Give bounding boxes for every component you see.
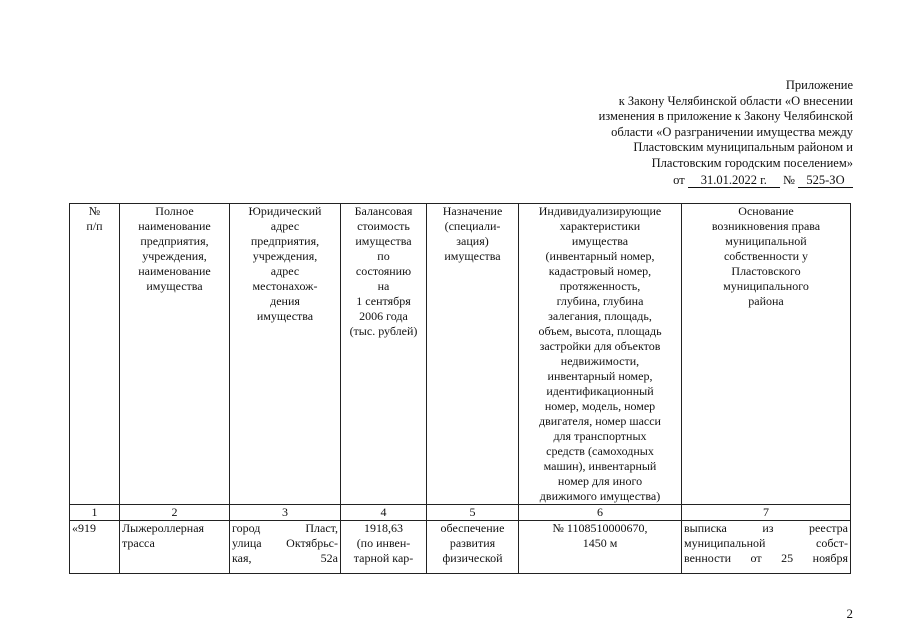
number-label: № bbox=[782, 172, 795, 187]
column-number: 6 bbox=[519, 505, 682, 521]
cell-line: района bbox=[748, 294, 784, 308]
cell-line: движимого имущества) bbox=[539, 489, 661, 503]
cell-line: Юридический bbox=[248, 204, 322, 218]
cell-line: тарной кар- bbox=[353, 551, 414, 565]
cell-line: 1450 м bbox=[582, 536, 618, 550]
cell-line: Балансовая bbox=[354, 204, 413, 218]
cell-line: застройки для объектов bbox=[539, 339, 661, 353]
cell-line: предприятия, bbox=[140, 234, 209, 248]
cell-line: недвижимости, bbox=[560, 354, 640, 368]
header-cell bbox=[519, 204, 682, 505]
cell-line: 1918,63 bbox=[364, 521, 403, 535]
data-cell bbox=[120, 521, 230, 574]
data-cell bbox=[427, 521, 519, 574]
header-cell bbox=[341, 204, 427, 505]
cell-line: Пластовского bbox=[731, 264, 801, 278]
cell-line: физической bbox=[442, 551, 503, 565]
date-number-line bbox=[553, 173, 853, 189]
cell-line: (инвентарный номер, bbox=[545, 249, 655, 263]
from-label: от bbox=[673, 172, 685, 187]
cell-line: город Пласт, bbox=[232, 521, 338, 535]
cell-line: имущества bbox=[355, 234, 412, 248]
cell-line: глубина, глубина bbox=[556, 294, 644, 308]
cell-line: для транспортных bbox=[553, 429, 647, 443]
cell-line: учреждения, bbox=[142, 249, 207, 263]
cell-line: трасса bbox=[122, 536, 155, 550]
cell-line: венности от 25 ноября bbox=[684, 551, 848, 565]
cell-line: имущества bbox=[444, 249, 501, 263]
header-cell bbox=[120, 204, 230, 505]
column-number: 7 bbox=[682, 505, 851, 521]
cell-line: объем, высота, площадь bbox=[538, 324, 662, 338]
table-header-row bbox=[70, 204, 851, 505]
cell-line: характеристики bbox=[559, 219, 641, 233]
data-cell bbox=[341, 521, 427, 574]
column-number: 1 bbox=[70, 505, 120, 521]
cell-line: выписка из реестра bbox=[684, 521, 848, 535]
header-line: изменения в приложение к Закону Челябинской bbox=[598, 109, 853, 124]
cell-line: двигателя, номер шасси bbox=[539, 414, 661, 428]
cell-line: Индивидуализирующие bbox=[538, 204, 662, 218]
cell-line: средств (самоходных bbox=[546, 444, 654, 458]
cell-line: инвентарный номер, bbox=[547, 369, 653, 383]
column-number-row bbox=[70, 505, 851, 521]
cell-line: протяженность, bbox=[559, 279, 641, 293]
cell-line: учреждения, bbox=[252, 249, 318, 263]
cell-line: Основание bbox=[738, 204, 794, 218]
data-cell bbox=[230, 521, 341, 574]
cell-line: Полное bbox=[155, 204, 194, 218]
cell-line: (тыс. рублей) bbox=[349, 324, 418, 338]
cell-line: Лыжероллерная bbox=[122, 521, 205, 535]
cell-line: п/п bbox=[86, 219, 103, 233]
cell-line: улица Октябрьс- bbox=[232, 536, 338, 550]
cell-line: муниципальной bbox=[725, 234, 807, 248]
cell-line: зация) bbox=[456, 234, 489, 248]
header-cell bbox=[70, 204, 120, 505]
cell-line: номер, модель, номер bbox=[544, 399, 656, 413]
cell-line: машин), инвентарный bbox=[543, 459, 657, 473]
header-line: Пластовским муниципальным районом и bbox=[633, 140, 853, 155]
header-cell bbox=[230, 204, 341, 505]
cell-line: муниципальной собст- bbox=[684, 536, 848, 550]
column-number: 4 bbox=[341, 505, 427, 521]
cell-line: № 1108510000670, bbox=[552, 521, 648, 535]
cell-line: кая, 52а bbox=[232, 551, 338, 565]
cell-line: по bbox=[377, 249, 390, 263]
appendix-header bbox=[553, 78, 853, 188]
cell-line: кадастровый номер, bbox=[548, 264, 652, 278]
data-cell bbox=[70, 521, 120, 574]
cell-line: адрес bbox=[270, 264, 300, 278]
cell-line: местонахож- bbox=[252, 279, 318, 293]
header-line: Приложение bbox=[785, 78, 853, 92]
cell-line: 1 сентября bbox=[356, 294, 411, 308]
cell-line: предприятия, bbox=[250, 234, 320, 248]
header-cell bbox=[682, 204, 851, 505]
cell-line: наименование bbox=[138, 219, 211, 233]
cell-line: (специали- bbox=[444, 219, 501, 233]
law-date: 31.01.2022 г. bbox=[688, 174, 780, 188]
cell-line: состоянию bbox=[355, 264, 412, 278]
cell-line: на bbox=[377, 279, 390, 293]
cell-line: «919 bbox=[72, 521, 96, 535]
cell-line: наименование bbox=[138, 264, 211, 278]
cell-line: обеспечение bbox=[440, 521, 505, 535]
cell-line: возникновения права bbox=[711, 219, 821, 233]
header-line: Пластовским городским поселением» bbox=[651, 155, 853, 170]
header-cell bbox=[427, 204, 519, 505]
cell-line: собственности у bbox=[723, 249, 809, 263]
header-line: к Закону Челябинской области «О внесении bbox=[618, 93, 853, 108]
cell-line: адрес bbox=[270, 219, 300, 233]
cell-line: стоимость bbox=[357, 219, 410, 233]
cell-line: идентификационный bbox=[546, 384, 654, 398]
column-number: 2 bbox=[120, 505, 230, 521]
cell-line: муниципального bbox=[723, 279, 809, 293]
cell-line: залегания, площадь, bbox=[548, 309, 652, 323]
page-number: 2 bbox=[846, 606, 853, 621]
column-number: 3 bbox=[230, 505, 341, 521]
cell-line: дения bbox=[270, 294, 300, 308]
cell-line: номер для иного bbox=[557, 474, 643, 488]
table-row bbox=[70, 521, 851, 574]
cell-line: 2006 года bbox=[359, 309, 408, 323]
property-table bbox=[69, 203, 851, 574]
column-number: 5 bbox=[427, 505, 519, 521]
data-cell bbox=[519, 521, 682, 574]
cell-line: (по инвен- bbox=[356, 536, 411, 550]
cell-line: Назначение bbox=[442, 204, 503, 218]
cell-line: имущества bbox=[571, 234, 629, 248]
data-cell bbox=[682, 521, 851, 574]
cell-line: имущества bbox=[146, 279, 203, 293]
law-number: 525-ЗО bbox=[798, 174, 853, 188]
cell-line: развития bbox=[449, 536, 496, 550]
header-line: области «О разграничении имущества между bbox=[611, 124, 853, 139]
cell-line: имущества bbox=[256, 309, 314, 323]
cell-line: № bbox=[88, 204, 101, 218]
